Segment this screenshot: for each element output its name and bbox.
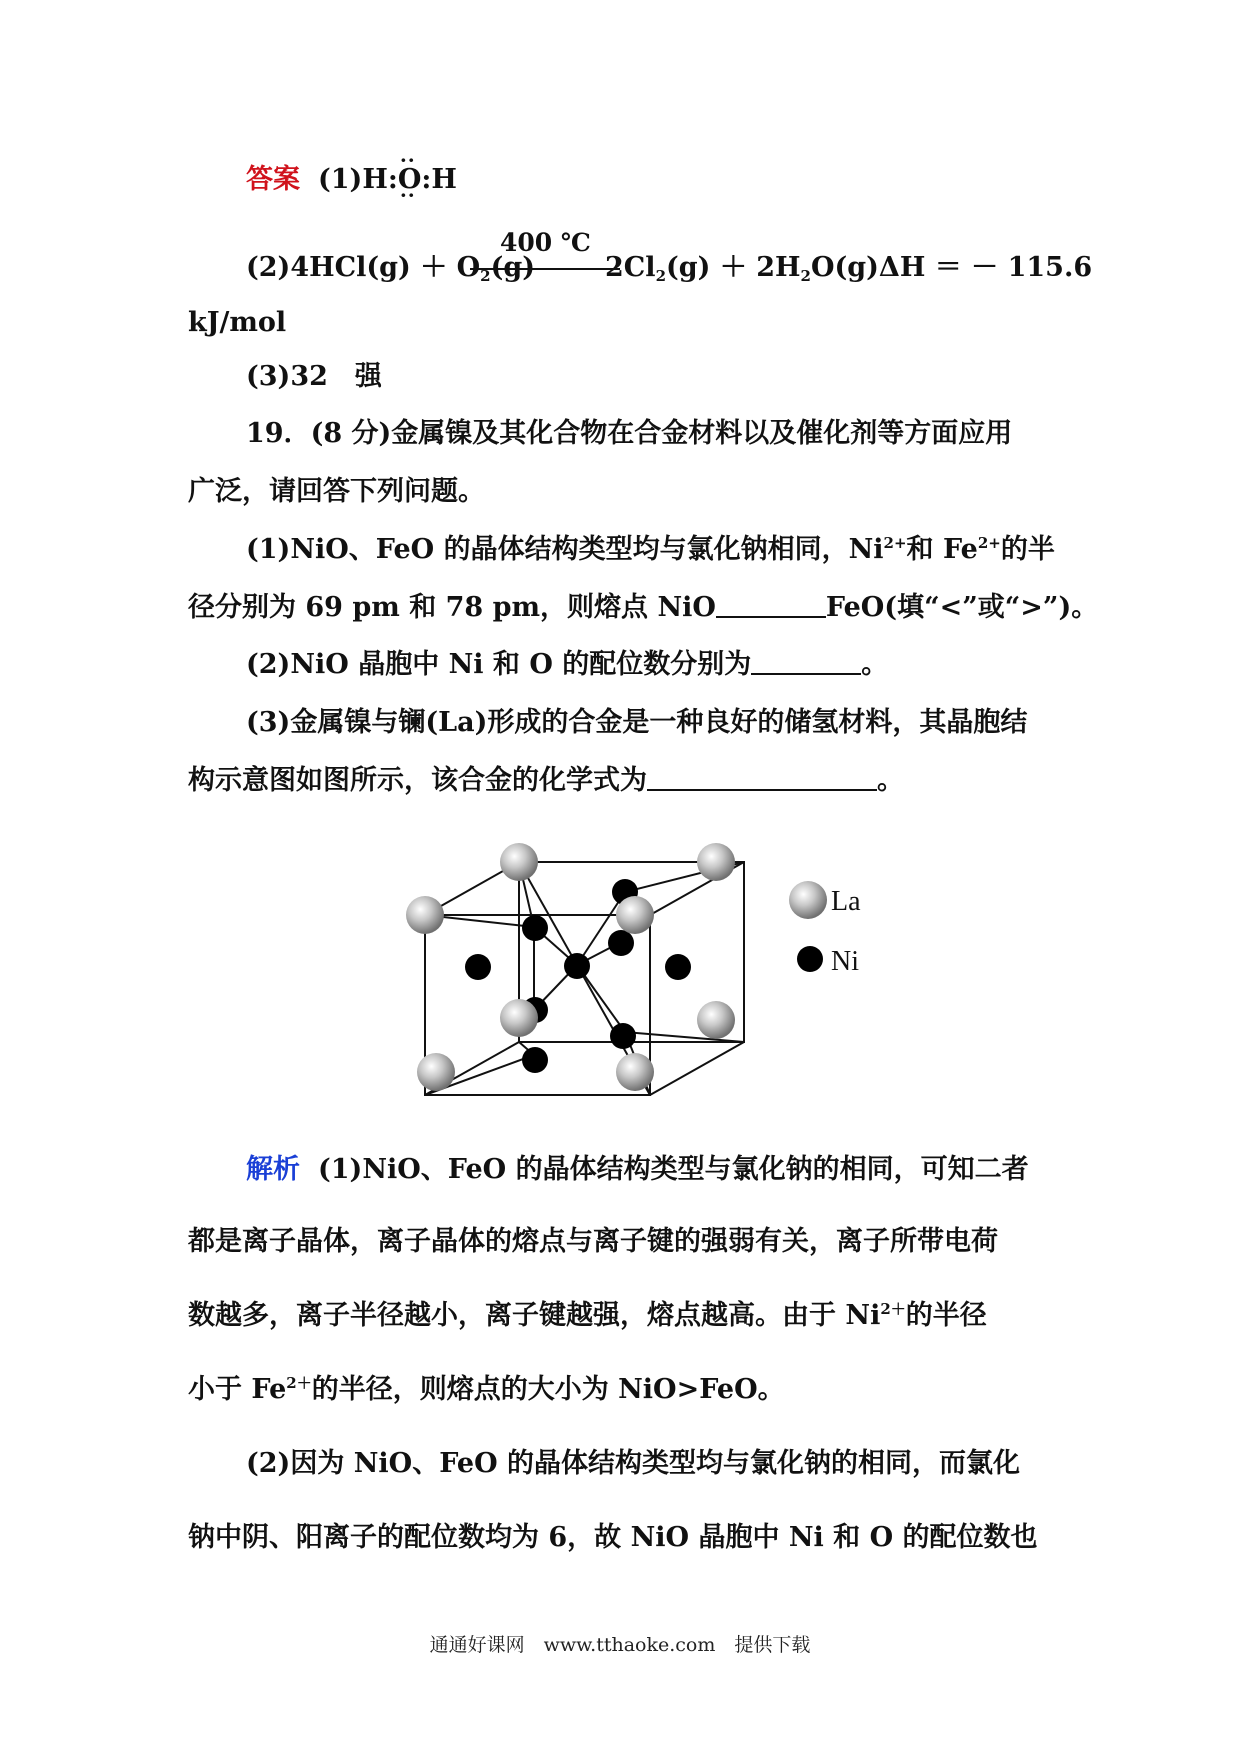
la-atom <box>406 896 444 934</box>
question-2: (2)NiO 晶胞中 Ni 和 O 的配位数分别为 。 <box>246 649 889 680</box>
enthalpy: ΔH ＝ － 115.6 <box>878 252 1093 283</box>
crystal-cell-figure <box>380 820 920 1150</box>
la-legend-label: La <box>831 886 861 917</box>
water-lewis-post: :H <box>421 164 457 195</box>
answer-part2 <box>246 248 1093 288</box>
question-1: (1)NiO、FeO 的晶体结构类型均与氯化钠相同，$Ni^{2+}$和 $Fe^{2+}$的半 <box>246 534 1055 565</box>
la-atom <box>697 843 735 881</box>
question-3: (3)金属镍与镧(La)形成的合金是一种良好的储氢材料，其晶胞结 <box>246 707 1028 738</box>
ni-atom <box>564 953 590 979</box>
water-lewis-pre: (1)H: <box>318 164 398 195</box>
ni-atom <box>522 915 548 941</box>
figure-legend <box>789 881 861 977</box>
answer-blank-3[interactable] <box>647 763 877 791</box>
la-atom <box>616 896 654 934</box>
page-footer: 通通好课网 www.tthaoke.com 提供下载 <box>429 1634 811 1656</box>
analysis-line-1: 解析 (1)NiO、FeO 的晶体结构类型与氯化钠的相同，可知二者 <box>246 1154 1029 1185</box>
analysis-line-4: 小于 $Fe^{2+}$的半径，则熔点的大小为 NiO>FeO。 <box>188 1374 785 1405</box>
question-head-2: 广泛，请回答下列问题。 <box>188 476 485 507</box>
la-atom <box>616 1053 654 1091</box>
analysis-line-2: 都是离子晶体，离子晶体的熔点与离子键的强弱有关，离子所带电荷 <box>188 1226 998 1257</box>
answer-part1 <box>246 160 1058 200</box>
question-1-line2: 径分别为 69 pm 和 78 pm，则熔点 NiO FeO(填“<”或“>”)。 <box>188 592 1099 623</box>
answer-label: 答案 <box>246 164 300 195</box>
question-head: 19．(8 分)金属镍及其化合物在合金材料以及催化剂等方面应用 <box>246 418 1013 449</box>
answer-part3: (3)32 强 <box>246 361 382 392</box>
la-atom <box>697 1001 735 1039</box>
analysis-line-6: 钠中阴、阳离子的配位数均为 6，故 NiO 晶胞中 Ni 和 O 的配位数也 <box>188 1522 1038 1553</box>
water-lewis-o: ·· O ·· <box>398 160 422 200</box>
equation-left: $(2)4HCl(g) + O_2(g)$ <box>246 252 536 285</box>
la-atom <box>417 1053 455 1091</box>
analysis-label: 解析 <box>246 1154 300 1185</box>
analysis-line-3: 数越多，离子半径越小，离子键越强，熔点越高。由于 $Ni^{2+}$的半径 <box>188 1300 987 1331</box>
equation-right: $2Cl_2(g) + 2H_2O(g)$ <box>605 252 879 285</box>
reaction-condition: 400 ℃ <box>500 228 591 257</box>
question-3-line2: 构示意图如图所示，该合金的化学式为 。 <box>188 765 904 796</box>
answer-blank-2[interactable] <box>751 647 861 675</box>
analysis-line-5: (2)因为 NiO、FeO 的晶体结构类型均与氯化钠的相同，而氯化 <box>246 1448 1020 1479</box>
answer-blank-1[interactable] <box>716 590 826 618</box>
ni-legend-icon <box>797 946 823 972</box>
ni-atom <box>610 1023 636 1049</box>
ni-legend-label: Ni <box>831 946 859 977</box>
ni-atom <box>465 954 491 980</box>
ni-atom <box>522 1047 548 1073</box>
la-legend-icon <box>789 881 827 919</box>
enthalpy-unit: kJ/mol <box>188 307 287 338</box>
ni-atom <box>665 954 691 980</box>
ni-atom <box>608 930 634 956</box>
la-atom <box>500 999 538 1037</box>
ni-atoms <box>465 879 691 1073</box>
la-atom <box>500 843 538 881</box>
